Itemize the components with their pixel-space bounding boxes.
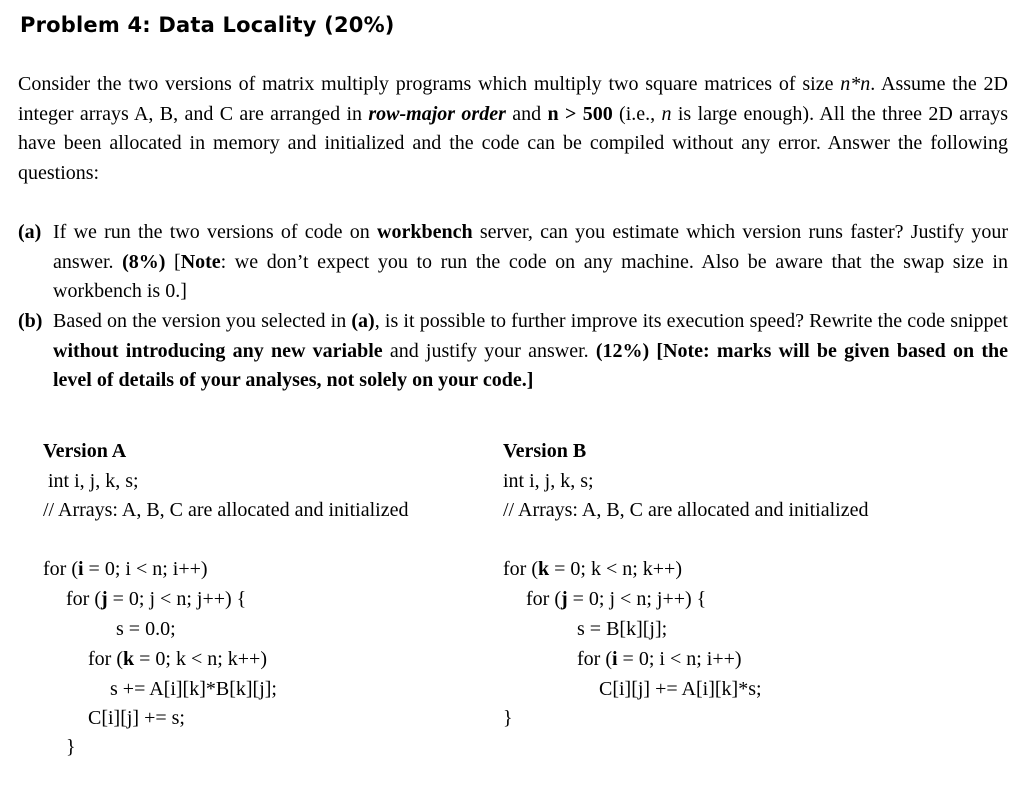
qb-text-2: , is it possible to further improve its execution speed? Rewrite the code snippet <box>374 310 1008 332</box>
qa-note-label: Note <box>180 250 221 273</box>
intro-text-4: (i.e., <box>612 102 662 125</box>
version-a-loop-k <box>88 647 267 671</box>
code-token: = 0; j < n; j++) { <box>107 588 247 610</box>
code-token: = 0; j < n; j++) { <box>567 588 707 610</box>
intro-size-expr: n*n <box>840 73 871 95</box>
question-a <box>18 218 1008 307</box>
version-a-loop-i <box>43 557 208 581</box>
qa-marks: (8%) <box>122 250 166 273</box>
code-token: for ( <box>526 588 561 610</box>
qb-text-1: Based on the version you selected in <box>53 310 352 332</box>
qa-workbench: workbench <box>377 221 473 243</box>
version-a-store: C[i][j] += s; <box>88 707 185 729</box>
code-token: = 0; i < n; i++) <box>83 558 208 580</box>
intro-n-condition: n > 500 <box>547 102 613 125</box>
code-token: for ( <box>88 648 123 670</box>
code-token: = 0; k < n; k++) <box>134 648 267 670</box>
code-token: for ( <box>43 558 78 580</box>
question-b-body <box>53 307 1008 396</box>
qb-constraint: without introducing any new variable <box>53 339 383 362</box>
version-a-accumulate: s += A[i][k]*B[k][j]; <box>110 678 277 700</box>
version-a-loop-j <box>66 587 246 611</box>
version-b-comment: // Arrays: A, B, C are allocated and initialized <box>503 499 869 521</box>
qa-text-1: If we run the two versions of code on <box>53 221 378 243</box>
code-token: = 0; k < n; k++) <box>549 558 682 580</box>
code-token: for ( <box>503 558 538 580</box>
code-loop-var: j <box>100 588 108 610</box>
intro-row-major: row-major order <box>368 102 506 125</box>
version-b-init-s: s = B[k][j]; <box>577 618 668 640</box>
version-b-loop-k <box>503 557 682 581</box>
question-b-label: (b) <box>18 310 43 332</box>
qb-marks: (12%) <box>595 339 650 362</box>
version-a-title: Version A <box>43 440 127 462</box>
question-b <box>18 307 1008 396</box>
version-a-close-brace: } <box>66 736 76 758</box>
qa-note-text: : we don’t expect you to run the code on any machine. Also be aware that the swap size in workbench is 0.] <box>53 250 1008 302</box>
intro-text-1: Consider the two versions of matrix multiply programs which multiply two square matrices of size <box>18 73 841 95</box>
qb-ref-a: (a) <box>351 310 375 332</box>
intro-n: n <box>661 102 672 125</box>
version-b-close-brace: } <box>503 707 513 729</box>
code-token: for ( <box>66 588 101 610</box>
qa-bracket: [ <box>165 250 181 273</box>
version-b-loop-j <box>526 587 706 611</box>
code-token: = 0; i < n; i++) <box>617 648 742 670</box>
code-loop-var: i <box>77 558 84 580</box>
version-b-title: Version B <box>503 440 587 462</box>
version-b-accumulate: C[i][j] += A[i][k]*s; <box>599 678 762 700</box>
question-a-body <box>53 218 1008 307</box>
code-loop-var: i <box>611 648 618 670</box>
intro-text-3: and <box>505 102 548 125</box>
version-a-declaration: int i, j, k, s; <box>48 470 139 492</box>
version-b-declaration: int i, j, k, s; <box>503 470 594 492</box>
code-loop-var: k <box>537 558 550 580</box>
problem-title: Problem 4: Data Locality (20%) <box>20 13 395 37</box>
version-a-init-s: s = 0.0; <box>116 618 176 640</box>
code-loop-var: k <box>122 648 135 670</box>
question-a-label: (a) <box>18 221 42 243</box>
qb-text-3: and justify your answer. <box>382 339 596 362</box>
intro-text-5: is large enough). All the three 2D arrays have been allocated in memory and initialized and the code can be compiled without any error. Answer the following questions: <box>18 102 1008 184</box>
code-loop-var: j <box>560 588 568 610</box>
version-b-loop-i <box>577 647 742 671</box>
intro-paragraph <box>18 70 1008 188</box>
qb-note-text: marks will be given based on the level of details of your analyses, not solely on your code.] <box>53 339 1008 391</box>
version-a-comment: // Arrays: A, B, C are allocated and initialized <box>43 499 409 521</box>
qb-note-label: [Note: <box>649 339 710 362</box>
code-token: for ( <box>577 648 612 670</box>
qa-text-2: server, can you estimate which version runs faster? Justify your answer. <box>53 221 1008 273</box>
intro-text-2: . Assume the 2D integer arrays A, B, and C are arranged in <box>18 73 1009 125</box>
